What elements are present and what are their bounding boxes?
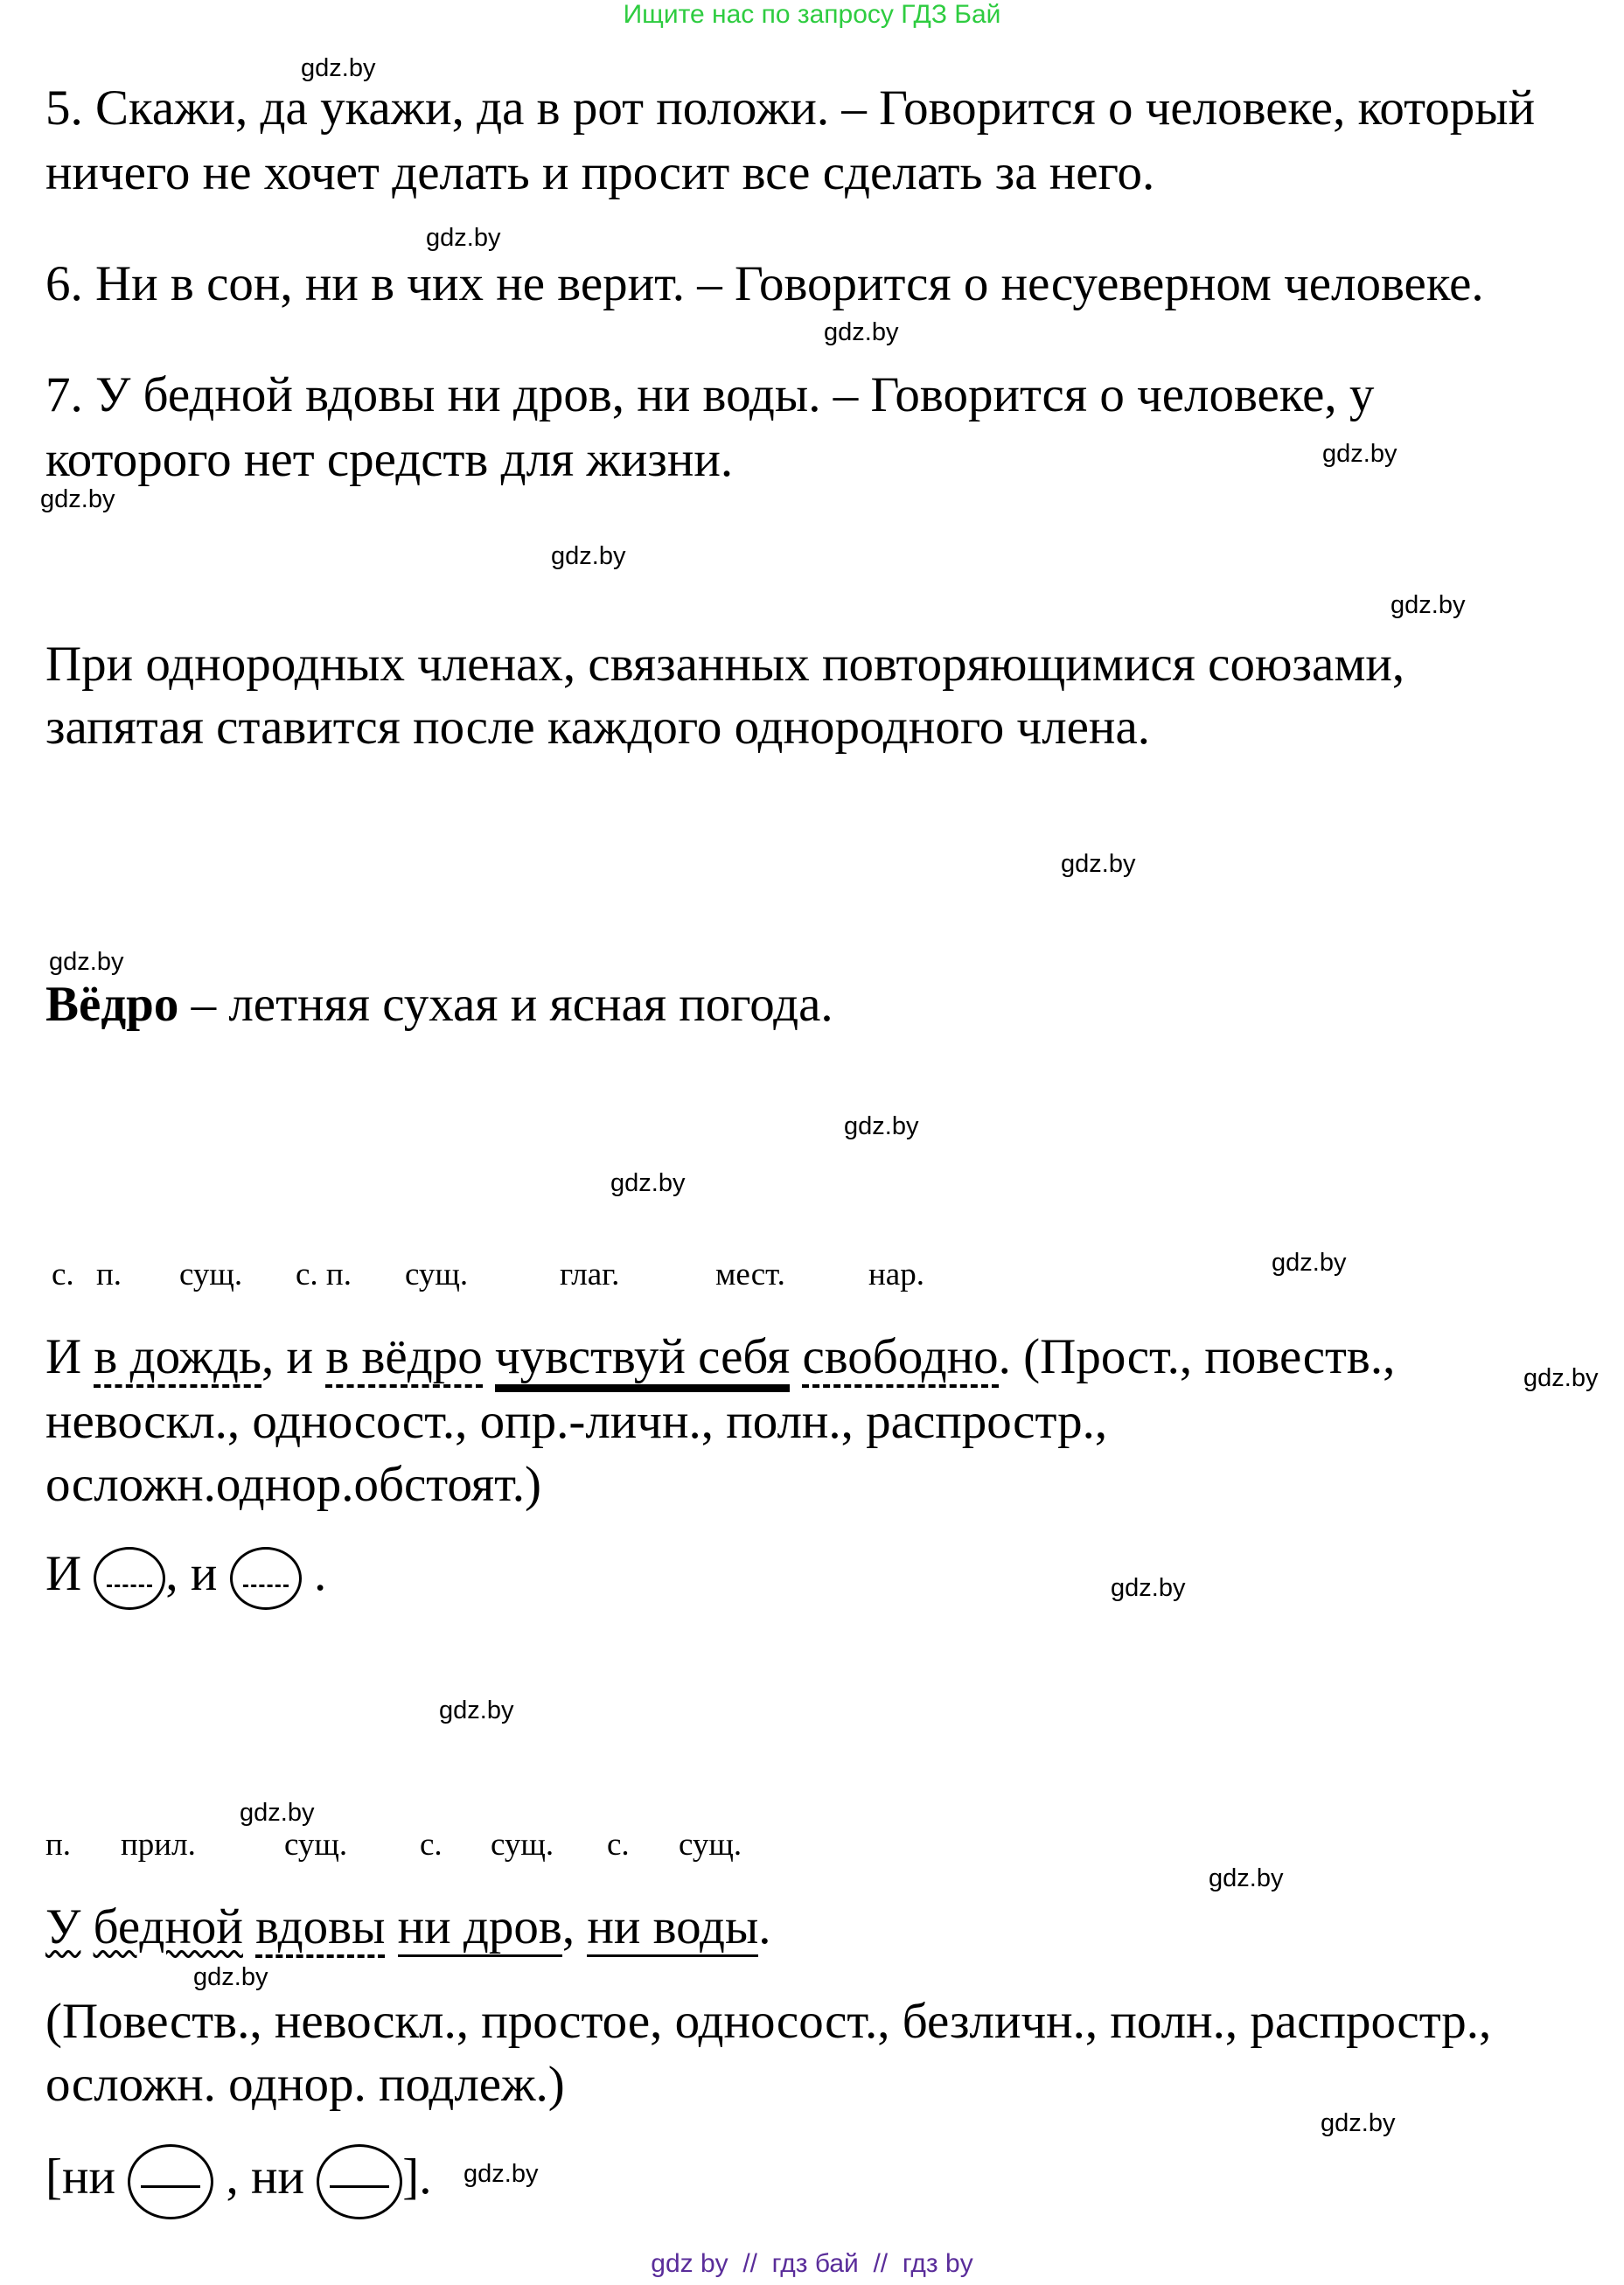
sentence2-line3: осложн. однор. подлеж.) [45, 2057, 565, 2112]
sentence2-line1 [45, 1896, 771, 1959]
watermark: gdz.by [439, 1696, 514, 1724]
schema1 [45, 1543, 326, 1610]
watermark: gdz.by [1391, 591, 1466, 619]
schema-mid: , и [165, 1546, 218, 1601]
pos-label: сущ. [179, 1257, 243, 1292]
watermark: gdz.by [1523, 1364, 1599, 1392]
sentence2-line2: (Повеств., невоскл., простое, односост., безличн., полн., распростр., [45, 1994, 1492, 2049]
watermark: gdz.by [240, 1799, 315, 1827]
schema-start: [ни [45, 2149, 115, 2205]
item7-line1: 7. У бедной вдовы ни дров, ни воды. – Говорится о человеке, у [45, 367, 1375, 422]
pos-label: п. [45, 1827, 72, 1863]
watermark: gdz.by [301, 54, 376, 82]
word: . [758, 1899, 771, 1954]
item6-line: 6. Ни в сон, ни в чих не верит. – Говорится о несуеверном человеке. [45, 256, 1484, 311]
item7-line2: которого нет средств для жизни. [45, 432, 734, 487]
watermark: gdz.by [610, 1169, 686, 1197]
pos-label: прил. [121, 1827, 196, 1863]
word-attribute: бедной [93, 1899, 243, 1954]
word [243, 1899, 255, 1954]
item5-line1: 5. Скажи, да укажи, да в рот положи. – Говорится о человеке, который [45, 80, 1536, 136]
watermark: gdz.by [1111, 1574, 1186, 1602]
word-adverbial: свободно [802, 1329, 998, 1388]
item5-line2: ничего не хочет делать и просит все сделать за него. [45, 145, 1155, 200]
pos-label: сущ. [491, 1827, 554, 1863]
footer-links[interactable]: gdz by // гдз бай // гдз by [651, 2249, 973, 2278]
pos-label: сущ. [679, 1827, 742, 1863]
definition-text: – летняя сухая и ясная погода. [178, 977, 833, 1032]
watermark: gdz.by [426, 224, 501, 252]
word [483, 1329, 495, 1384]
schema-circle [94, 1547, 165, 1610]
word [385, 1899, 397, 1954]
watermark: gdz.by [464, 2160, 539, 2188]
sentence1-line1 [45, 1326, 1395, 1389]
watermark: gdz.by [1061, 850, 1136, 878]
word: И [45, 1329, 94, 1384]
schema-end: . [313, 1546, 327, 1601]
word-object: вдовы [255, 1899, 385, 1958]
watermark: gdz.by [551, 542, 626, 570]
pos-label: сущ. [284, 1827, 348, 1863]
watermark: gdz.by [1209, 1864, 1284, 1892]
pos-label: мест. [715, 1257, 785, 1292]
pos-label: с. [52, 1257, 74, 1292]
watermark: gdz.by [49, 948, 124, 976]
word: , и [261, 1329, 326, 1384]
schema-circle [317, 2144, 402, 2219]
pos-label: с. [607, 1827, 630, 1863]
schema2 [45, 2144, 432, 2219]
watermark: gdz.by [40, 485, 115, 513]
watermark: gdz.by [1272, 1249, 1347, 1277]
watermark: gdz.by [844, 1112, 919, 1140]
schema-mid: , ни [226, 2149, 305, 2205]
schema-circle [128, 2144, 213, 2219]
word-adjunct: У [45, 1899, 81, 1954]
watermark: gdz.by [824, 318, 899, 346]
sentence1-line3: осложн.однор.обстоят.) [45, 1457, 541, 1512]
word-subject: ни дров [398, 1899, 562, 1957]
schema-start: И [45, 1546, 82, 1601]
watermark: gdz.by [1322, 440, 1397, 468]
pos-label: п. [96, 1257, 122, 1292]
word-predicate: чувствуй себя [495, 1329, 790, 1387]
pos-label: с. [420, 1827, 443, 1863]
pos-label: с. п. [296, 1257, 352, 1292]
pos-label: нар. [868, 1257, 924, 1292]
schema-circle [230, 1547, 302, 1610]
watermark: gdz.by [1321, 2109, 1396, 2137]
pos-label: глаг. [560, 1257, 620, 1292]
rule-line2: запятая ставится после каждого однородного члена. [45, 700, 1150, 755]
rule-line1: При однородных членах, связанных повторяющимися союзами, [45, 637, 1405, 692]
word-subject: ни воды [587, 1899, 758, 1957]
word [80, 1899, 93, 1954]
sentence1-line2: невоскл., односост., опр.-личн., полн., распростр., [45, 1394, 1108, 1449]
watermark: gdz.by [193, 1963, 268, 1991]
schema-end: ]. [402, 2149, 432, 2205]
word-adverbial: в вёдро [325, 1329, 482, 1388]
word [790, 1329, 802, 1384]
definition-term: Вёдро [45, 977, 179, 1032]
definition [45, 973, 833, 1036]
pos-label: сущ. [405, 1257, 469, 1292]
word-adverbial: в дождь [94, 1329, 261, 1388]
word: , [561, 1899, 588, 1954]
top-banner[interactable]: Ищите нас по запросу ГДЗ Бай [623, 0, 1001, 29]
word: . (Прост., повеств., [998, 1329, 1396, 1384]
